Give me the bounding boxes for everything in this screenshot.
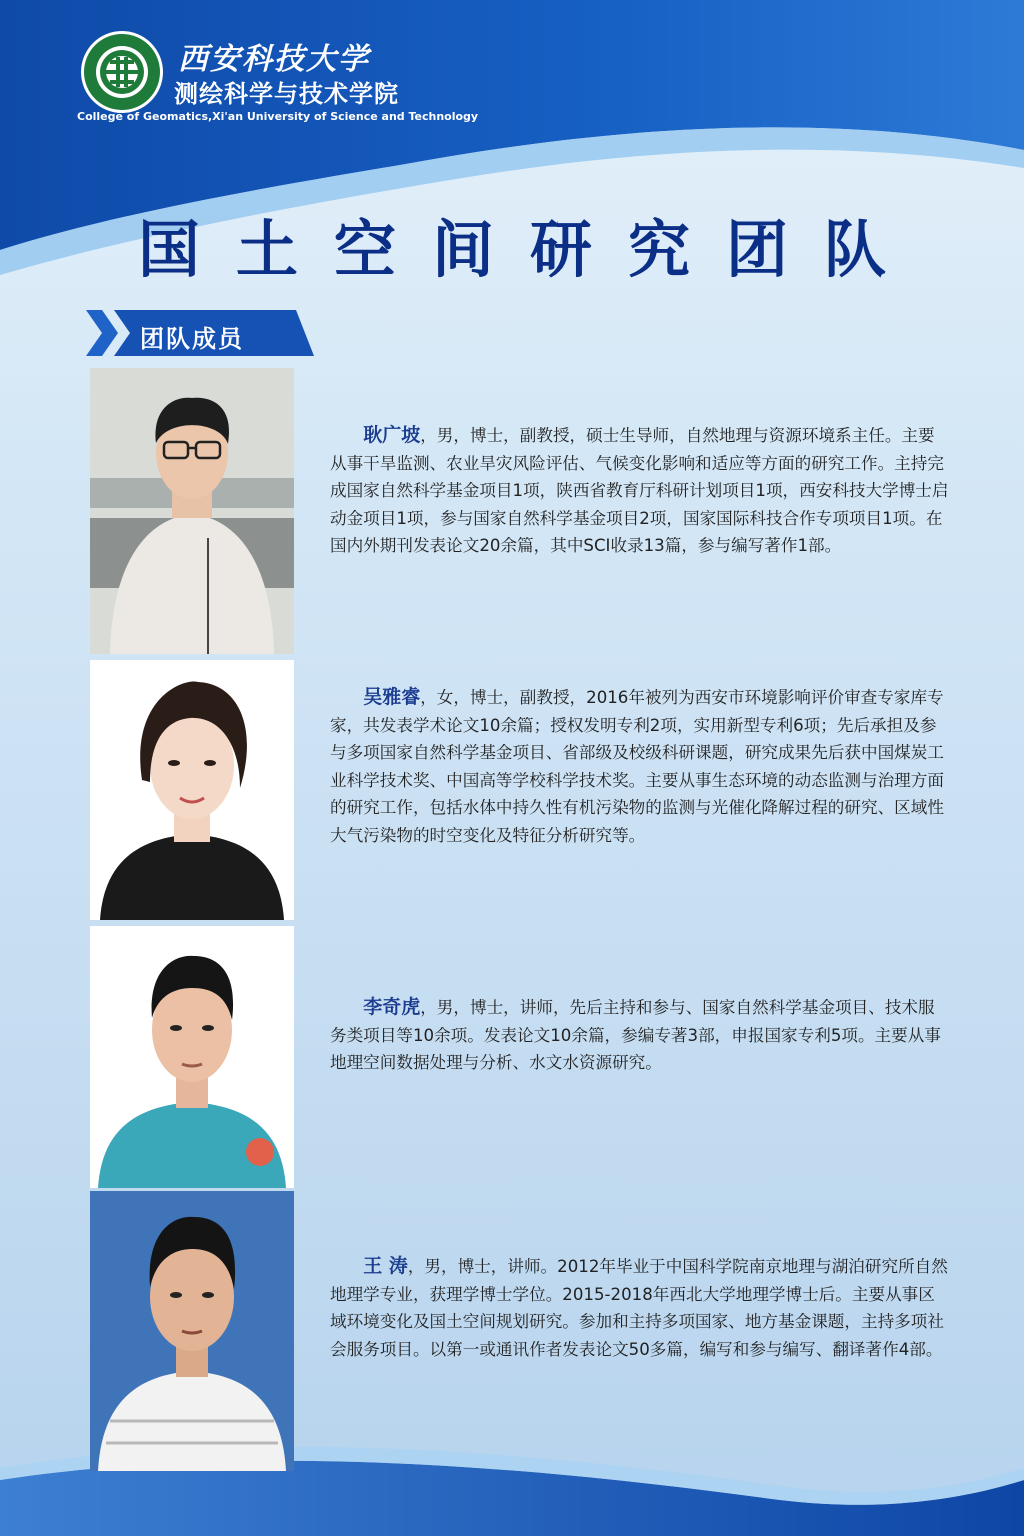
member-bio [330, 994, 950, 1077]
member-name: 吴雅睿 [363, 686, 421, 708]
member-name: 李奇虎 [363, 996, 421, 1018]
page-title: 国土空间研究团队 [137, 213, 922, 286]
member-bio-text: ，女，博士，副教授，2016年被列为西安市环境影响评价审查专家库专家，共发表学术论文10余篇；授权发明专利2项，实用新型专利6项；先后承担及参与多项国家自然科学基金项目、省部级及校级科研课题，研究成果先后获中国煤炭工业科学技术奖、中国高等学校科学技术奖。主要从事生态环境的动态监测与治理方面的研究工作，包括水体中持久性有机污染物的监测与光催化降解过程的研究、区域性大气污染物的时空变化及特征分析研究等。 [330, 688, 944, 845]
member-name: 耿广坡 [363, 424, 421, 446]
college-name: 测绘科学与技术学院 [174, 80, 399, 108]
member-bio-text: ，男，博士，讲师，先后主持和参与、国家自然科学基金项目、技术服务类项目等10余项。发表论文10余篇，参编专著3部，申报国家专利5项。主要从事地理空间数据处理与分析、水文水资源研究。 [330, 998, 941, 1072]
chevron-right-icon [86, 310, 118, 356]
member-photo [90, 1191, 294, 1471]
member-photo [90, 926, 294, 1188]
member-bio [330, 684, 950, 849]
member-photo [90, 660, 294, 920]
header [0, 0, 1024, 140]
member-bio-text: ，男，博士，副教授，硕士生导师，自然地理与资源环境系主任。主要从事干旱监测、农业旱灾风险评估、气候变化影响和适应等方面的研究工作。主持完成国家自然科学基金项目1项，陕西省教育厅科研计划项目1项，西安科技大学博士启动金项目1项，参与国家自然科学基金项目2项，国家国际科技合作专项项目1项。在国内外期刊发表论文20余篇，其中SCI收录13篇，参与编写著作1部。 [330, 426, 949, 555]
college-english-name: College of Geomatics,Xi'an University of Science and Technology [77, 110, 479, 123]
section-header-team-members [86, 310, 316, 356]
university-logo [80, 30, 164, 114]
member-photo [90, 368, 294, 654]
member-bio [330, 422, 950, 560]
member-bio [330, 1253, 950, 1363]
university-name: 西安科技大学 [178, 42, 370, 77]
member-name: 王 涛 [363, 1255, 408, 1277]
section-label: 团队成员 [140, 325, 244, 353]
member-bio-text: ，男，博士，讲师。2012年毕业于中国科学院南京地理与湖泊研究所自然地理学专业，获理学博士学位。2015-2018年西北大学地理学博士后。主要从事区域环境变化及国土空间规划研究。参加和主持多项国家、地方基金课题，主持多项社会服务项目。以第一或通讯作者发表论文50多篇，编写和参与编写、翻译著作4部。 [330, 1257, 948, 1359]
